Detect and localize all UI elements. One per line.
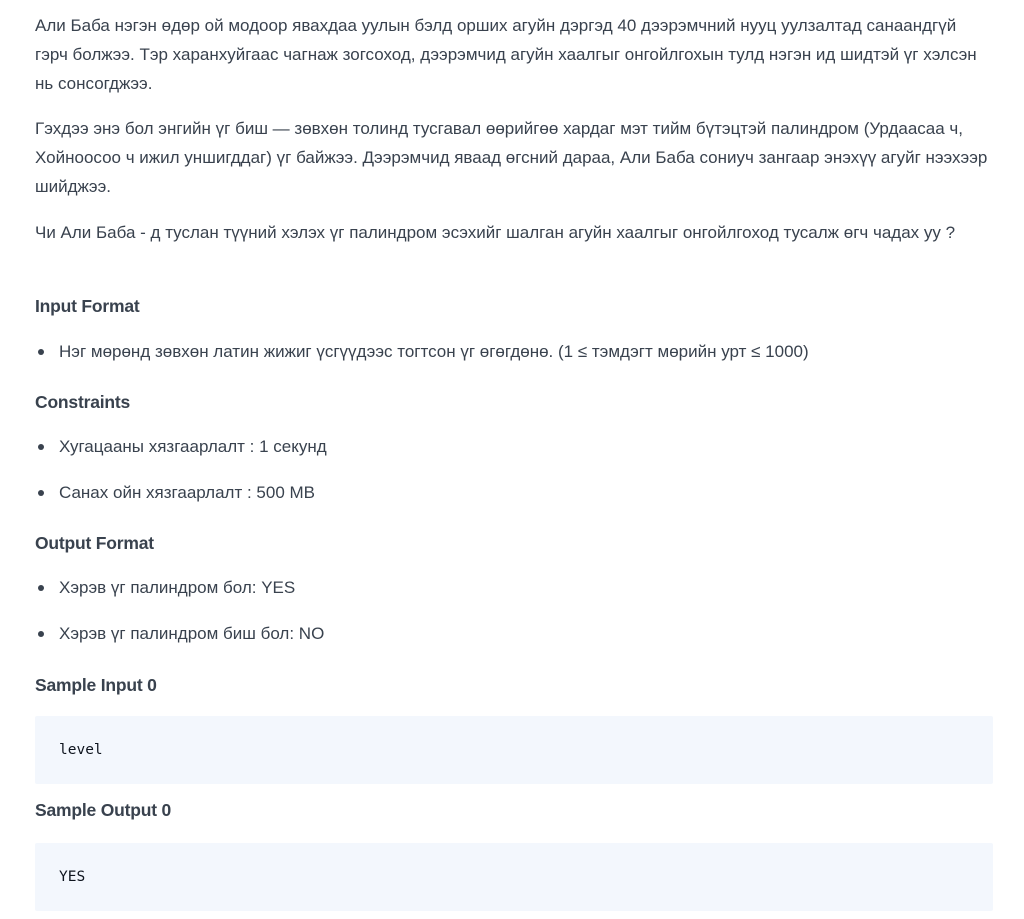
input-format-list [35,340,993,364]
sample-output-code[interactable]: YES [59,869,86,885]
sample-input-code[interactable]: level [59,742,103,758]
list-item-text: Хугацааны хязгаарлалт : 1 секунд [59,437,327,456]
constraints-list [35,435,993,505]
list-item [35,435,993,459]
list-item-text: Хэрэв үг палиндром биш бол: NO [59,624,325,643]
input-format-heading: Input Format [35,296,140,316]
sample-output-heading: Sample Output 0 [35,800,172,820]
sample-input-code-block[interactable] [35,716,993,784]
list-item-text: Нэг мөрөнд зөвхөн латин жижиг үсгүүдээс тогтсон үг өгөгдөнө. (1 ≤ тэмдэгт мөрийн урт ≤ 1000) [59,342,809,361]
list-item [35,622,993,646]
statement-paragraph-2: Гэхдээ энэ бол энгийн үг биш — зөвхөн толинд тусгавал өөрийгөө хардаг мэт тийм бүтэцтэй палиндром (Урдаасаа ч, Хойноосоо ч ижил уншигддаг) үг байжээ. Дээрэмчид яваад өгсний дараа, Али Баба сониуч зангаар энэхүү агуйг нээхээр шийджээ. [35,119,988,196]
output-format-list [35,576,993,646]
list-item [35,576,993,600]
sample-input-heading: Sample Input 0 [35,675,157,695]
list-item [35,481,993,505]
bullet-icon [38,349,44,355]
list-item-text: Санах ойн хязгаарлалт : 500 MB [59,483,315,502]
list-item-text: Хэрэв үг палиндром бол: YES [59,578,296,597]
list-item [35,340,993,364]
bullet-icon [38,585,44,591]
output-format-heading: Output Format [35,533,154,553]
bullet-icon [38,444,44,450]
constraints-heading: Constraints [35,392,131,412]
bullet-icon [38,490,44,496]
bullet-icon [38,631,44,637]
statement-paragraph-3: Чи Али Баба - д туслан түүний хэлэх үг палиндром эсэхийг шалган агуйн хаалгыг онгойлгоход тусалж өгч чадах уу ? [35,223,956,242]
statement-paragraph-1: Али Баба нэгэн өдөр ой модоор явахдаа уулын бэлд орших агуйн дэргэд 40 дээрэмчний нууц уулзалтад санаандгүй гэрч болжээ. Тэр харанхуйгаас чагнаж зогсоход, дээрэмчид агуйн хаалгыг онгойлгохын тулд нэгэн ид шидтэй үг хэлсэн нь сонсогджээ. [35,16,977,93]
sample-output-code-block[interactable] [35,843,993,911]
